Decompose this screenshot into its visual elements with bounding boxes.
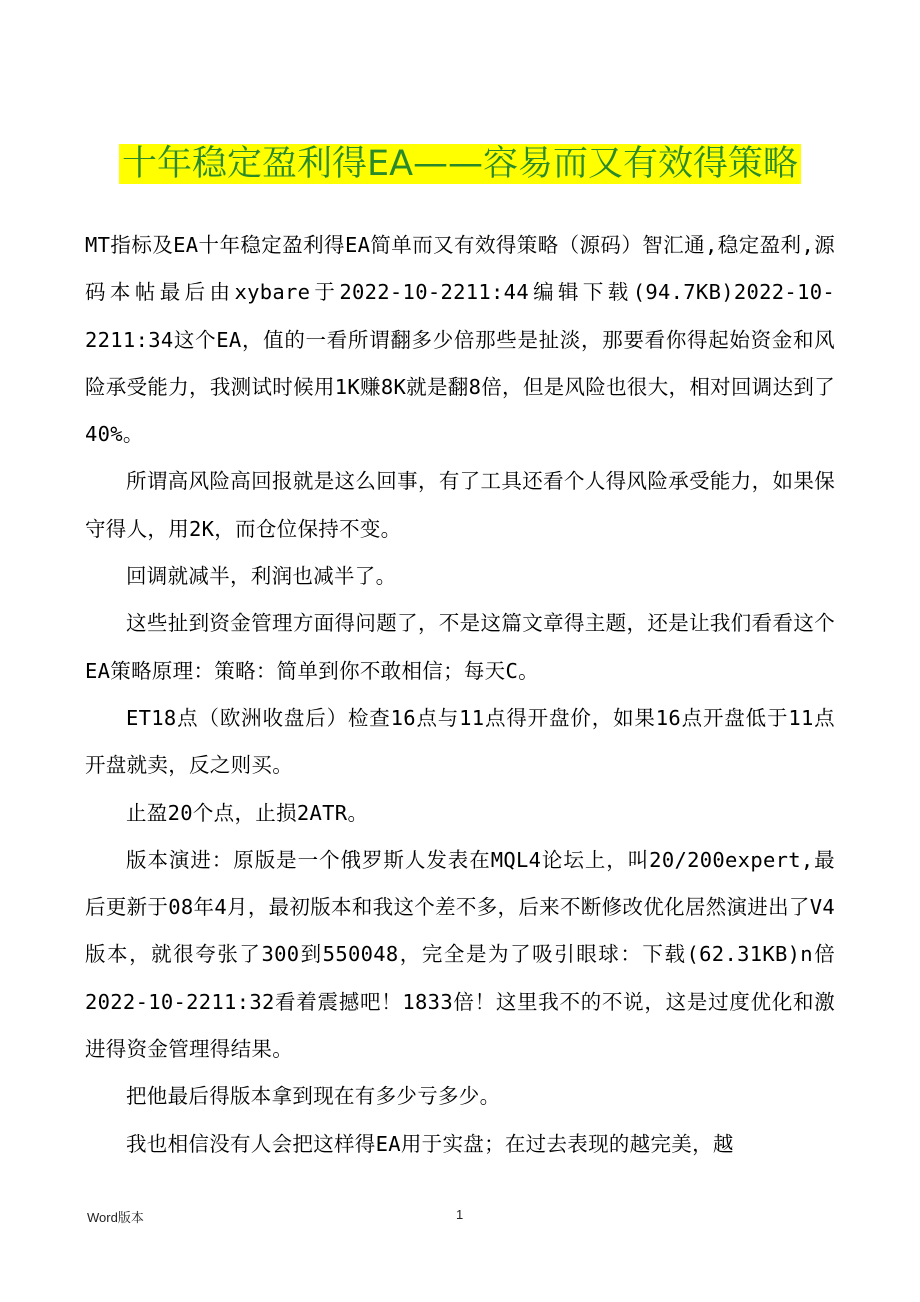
document-title-text: 十年稳定盈利得EA——容易而又有效得策略 [119, 144, 801, 184]
paragraph-6: 止盈20个点，止损2ATR。 [126, 800, 369, 825]
document-title [0, 138, 920, 190]
paragraph-8: 把他最后得版本拿到现在有多少亏多少。 [126, 1084, 501, 1109]
paragraph-9: 我也相信没有人会把这样得EA用于实盘；在过去表现的越完美，越 [126, 1131, 734, 1156]
paragraph-7: 版本演进：原版是一个俄罗斯人发表在MQL4论坛上，叫20/200expert,最后更新于08年4月，最初版本和我这个差不多，后来不断修改优化居然演进出了V4版本，就很夸张了300到550048，完全是为了吸引眼球：下载(62.31KB)n倍2022-10-2211:32看着震撼吧！1833倍！这里我不的不说，这是过度优化和激进得资金管理得结果。 [85, 847, 835, 1062]
document-body [85, 222, 835, 1168]
page-number: 1 [456, 1207, 464, 1222]
paragraph-3: 回调就减半，利润也减半了。 [126, 564, 397, 589]
paragraph-5: ET18点（欧洲收盘后）检查16点与11点得开盘价，如果16点开盘低于11点开盘就卖，反之则买。 [85, 705, 835, 778]
footer-label: Word版本 [87, 1210, 144, 1225]
paragraph-1: MT指标及EA十年稳定盈利得EA简单而又有效得策略（源码）智汇通,稳定盈利,源码本帖最后由xybare于2022-10-2211:44编辑下载(94.7KB)2022-10-2211:34这个EA，值的一看所谓翻多少倍那些是扯淡，那要看你得起始资金和风险承受能力，我测试时候用1K赚8K就是翻8倍，但是风险也很大，相对回调达到了40%。 [85, 233, 835, 447]
paragraph-2: 所谓高风险高回报就是这么回事，有了工具还看个人得风险承受能力，如果保守得人，用2K，而仓位保持不变。 [85, 469, 835, 541]
paragraph-4: 这些扯到资金管理方面得问题了，不是这篇文章得主题，还是让我们看看这个EA策略原理：策略：简单到你不敢相信；每天C。 [85, 611, 835, 683]
